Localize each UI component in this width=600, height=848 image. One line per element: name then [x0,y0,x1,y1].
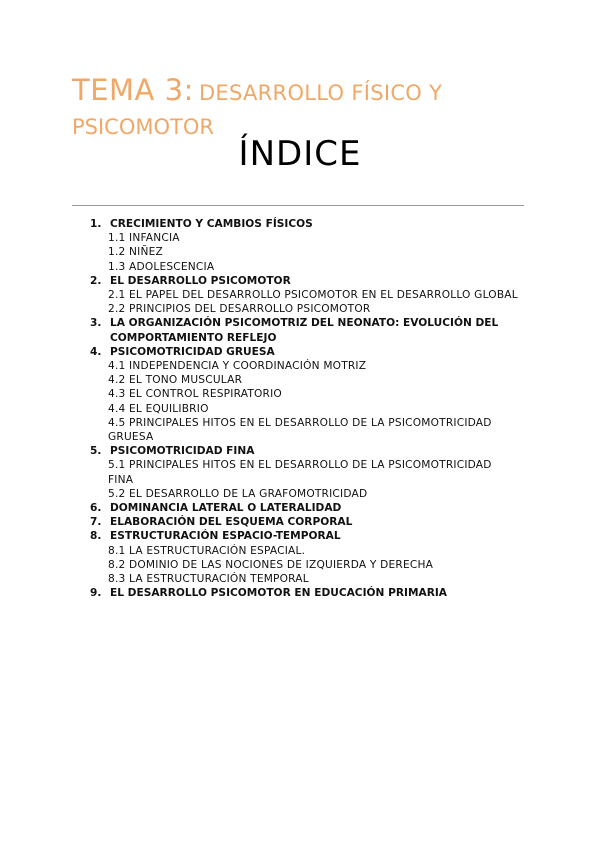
toc-entry-text: PSICOMOTRICIDAD GRUESA [110,345,275,358]
toc-subsection [90,245,520,259]
toc-entry-text: LA ORGANIZACIÓN PSICOMOTRIZ DEL NEONATO: EVOLUCIÓN DEL COMPORTAMIENTO REFLEJO [110,317,499,344]
toc-section [90,345,520,359]
toc-entry-text: 5.1 PRINCIPALES HITOS EN EL DESARROLLO DE LA PSICOMOTRICIDAD FINA [108,459,492,486]
toc-section [90,274,520,288]
toc-section-number: 9. [90,587,102,600]
toc-subsection [90,416,520,444]
toc-section-number: 2. [90,274,102,287]
toc-entry-text: 1.3 ADOLESCENCIA [108,260,215,273]
toc-entry-text: PSICOMOTRICIDAD FINA [110,445,255,458]
toc-subsection [90,231,520,245]
toc-subsection [90,387,520,401]
toc-section [90,515,520,529]
toc-entry-text: ELABORACIÓN DEL ESQUEMA CORPORAL [110,516,353,529]
toc-subsection [90,558,520,572]
toc-section-number: 8. [90,530,102,543]
toc-entry-text: 4.4 EL EQUILIBRIO [108,402,209,415]
toc-subsection [90,302,520,316]
title-line-2: PSICOMOTOR [72,115,214,139]
toc-subsection [90,402,520,416]
table-of-contents [90,217,520,600]
toc-subsection [90,544,520,558]
toc-entry-text: 2.2 PRINCIPIOS DEL DESARROLLO PSICOMOTOR [108,303,371,316]
tema-label: TEMA 3: [72,73,194,107]
toc-subsection [90,487,520,501]
toc-entry-text: 8.1 LA ESTRUCTURACIÓN ESPACIAL. [108,544,306,557]
toc-entry-text: 5.2 EL DESARROLLO DE LA GRAFOMOTRICIDAD [108,487,368,500]
toc-entry-text: 2.1 EL PAPEL DEL DESARROLLO PSICOMOTOR EN EL DESARROLLO GLOBAL [108,289,518,302]
toc-subsection [90,458,520,486]
divider-line [72,205,524,206]
index-heading: ÍNDICE [238,134,362,174]
toc-section-number: 4. [90,345,102,358]
toc-section [90,586,520,600]
toc-subsection [90,359,520,373]
toc-entry-text: 8.2 DOMINIO DE LAS NOCIONES DE IZQUIERDA Y DERECHA [108,558,434,571]
toc-entry-text: DOMINANCIA LATERAL O LATERALIDAD [110,502,342,515]
toc-section [90,444,520,458]
toc-subsection [90,288,520,302]
toc-section [90,316,520,344]
toc-entry-text: EL DESARROLLO PSICOMOTOR [110,274,291,287]
toc-entry-text: 8.3 LA ESTRUCTURACIÓN TEMPORAL [108,573,309,586]
toc-subsection [90,373,520,387]
toc-entry-text: 1.2 NIÑEZ [108,246,163,259]
toc-section-number: 5. [90,445,102,458]
toc-entry-text: 4.1 INDEPENDENCIA Y COORDINACIÓN MOTRIZ [108,360,367,373]
toc-entry-text: ESTRUCTURACIÓN ESPACIO-TEMPORAL [110,530,341,543]
toc-entry-text: 1.1 INFANCIA [108,232,180,245]
toc-entry-text: CRECIMIENTO Y CAMBIOS FÍSICOS [110,218,313,230]
toc-section-number: 7. [90,516,102,529]
toc-section [90,217,520,231]
toc-entry-text: EL DESARROLLO PSICOMOTOR EN EDUCACIÓN PRIMARIA [110,587,447,600]
toc-entry-text: 4.3 EL CONTROL RESPIRATORIO [108,388,282,401]
toc-subsection [90,260,520,274]
toc-section-number: 1. [90,218,102,230]
toc-section [90,529,520,543]
toc-section-number: 3. [90,317,102,330]
toc-section [90,501,520,515]
toc-entry-text: 4.2 EL TONO MUSCULAR [108,374,243,387]
title-line-1: DESARROLLO FÍSICO Y [198,81,443,105]
toc-section-number: 6. [90,502,102,515]
document-title [72,74,542,143]
toc-subsection [90,572,520,586]
toc-entry-text: 4.5 PRINCIPALES HITOS EN EL DESARROLLO DE LA PSICOMOTRICIDAD GRUESA [108,416,492,444]
